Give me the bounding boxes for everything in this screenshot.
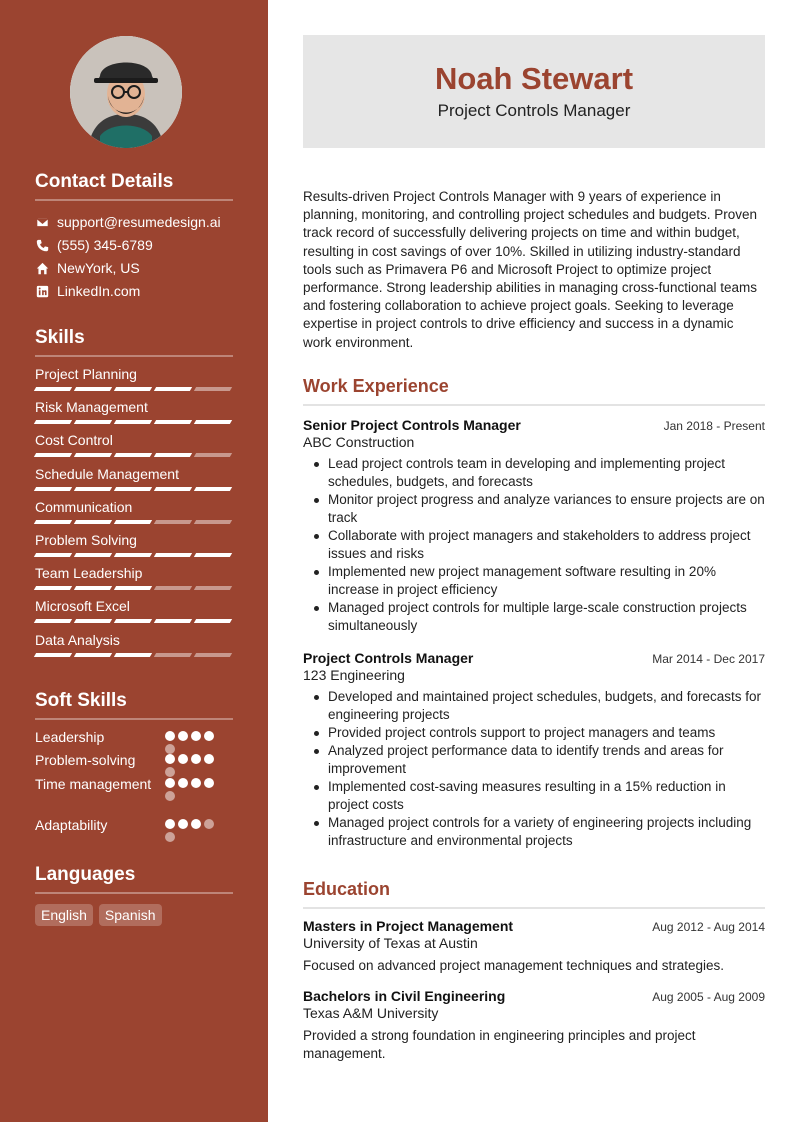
contact-location (35, 259, 140, 277)
skill-item (35, 499, 233, 524)
job-company: ABC Construction (303, 434, 415, 450)
contact-email-text: support@resumedesign.ai (57, 214, 221, 230)
skill-item (35, 532, 233, 557)
education-entry (303, 988, 765, 1063)
job-bullet: Implemented new project management software resulting in 20% increase in project efficiency (303, 563, 765, 599)
school: Texas A&M University (303, 1005, 439, 1021)
skill-level-segment (34, 553, 72, 557)
skill-name: Risk Management (35, 399, 148, 415)
skill-level-bar (35, 453, 233, 457)
skill-level-segment (34, 653, 72, 657)
skill-level-segment (114, 553, 152, 557)
skill-level-bar (35, 653, 233, 657)
skill-item (35, 466, 233, 491)
soft-skill-item (35, 816, 233, 834)
skill-item (35, 366, 233, 391)
skill-name: Problem Solving (35, 532, 137, 548)
education-date: Aug 2005 - Aug 2009 (652, 990, 765, 1004)
skill-level-bar (35, 520, 233, 524)
work-heading: Work Experience (303, 376, 765, 406)
soft-skill-name: Time management (35, 776, 152, 792)
skill-level-segment (74, 387, 112, 391)
skill-level-segment (114, 453, 152, 457)
skill-level-segment (114, 653, 152, 657)
skill-level-segment (154, 619, 192, 623)
language-chip: Spanish (99, 904, 162, 926)
contact-email[interactable] (35, 213, 221, 231)
skill-name: Data Analysis (35, 632, 120, 648)
soft-skill-name: Problem-solving (35, 752, 136, 768)
skill-item (35, 565, 233, 590)
sidebar (0, 0, 268, 1122)
skill-level-segment (194, 487, 232, 491)
skill-level-bar (35, 586, 233, 590)
job-bullet: Implemented cost-saving measures resulting in a 15% reduction in project costs (303, 778, 765, 814)
rating-dot (191, 778, 201, 788)
skill-level-segment (34, 586, 72, 590)
skill-level-segment (74, 619, 112, 623)
skill-level-segment (194, 520, 232, 524)
job-bullet: Collaborate with project managers and stakeholders to address project issues and risks (303, 527, 765, 563)
skill-item (35, 399, 233, 424)
skill-name: Schedule Management (35, 466, 179, 482)
skill-level-segment (194, 619, 232, 623)
skill-level-segment (114, 387, 152, 391)
skill-level-segment (114, 586, 152, 590)
skill-level-segment (154, 553, 192, 557)
skill-name: Microsoft Excel (35, 598, 130, 614)
skill-level-segment (34, 453, 72, 457)
skill-name: Team Leadership (35, 565, 143, 581)
rating-dot (165, 754, 175, 764)
skill-level-segment (34, 520, 72, 524)
rating-dot (165, 832, 175, 842)
contact-phone-text: (555) 345-6789 (57, 237, 153, 253)
soft-skills-heading: Soft Skills (35, 690, 233, 720)
contact-linkedin-text: LinkedIn.com (57, 283, 141, 299)
skill-level-segment (74, 586, 112, 590)
skill-level-segment (194, 387, 232, 391)
skill-level-segment (34, 420, 72, 424)
soft-skill-name: Leadership (35, 729, 105, 745)
soft-skill-rating (165, 819, 225, 842)
rating-dot (204, 778, 214, 788)
phone-icon (35, 238, 49, 252)
skill-level-segment (154, 487, 192, 491)
contact-location-text: NewYork, US (57, 260, 140, 276)
skill-level-bar (35, 619, 233, 623)
name-header (303, 35, 765, 148)
job-entry (303, 650, 765, 850)
soft-skill-item (35, 775, 233, 793)
rating-dot (165, 778, 175, 788)
skill-level-segment (74, 453, 112, 457)
skill-level-segment (114, 420, 152, 424)
skill-level-bar (35, 553, 233, 557)
contact-linkedin[interactable] (35, 282, 140, 300)
education-date: Aug 2012 - Aug 2014 (652, 920, 765, 934)
job-role: Project Controls Manager (303, 650, 474, 666)
contact-phone[interactable] (35, 236, 153, 254)
job-bullet: Provided project controls support to project managers and teams (303, 724, 765, 742)
skill-level-bar (35, 420, 233, 424)
skill-name: Communication (35, 499, 133, 515)
job-date: Mar 2014 - Dec 2017 (652, 652, 765, 666)
skill-level-bar (35, 487, 233, 491)
skill-level-segment (154, 387, 192, 391)
candidate-name: Noah Stewart (434, 61, 634, 96)
skill-name: Cost Control (35, 432, 113, 448)
skill-level-segment (154, 520, 192, 524)
education-description: Provided a strong foundation in engineering principles and project management. (303, 1028, 696, 1061)
job-bullet: Managed project controls for a variety of engineering projects including infrastructure and environmental projects (303, 814, 765, 850)
job-company: 123 Engineering (303, 667, 405, 683)
job-entry (303, 417, 765, 635)
soft-skill-rating (165, 778, 225, 801)
soft-skill-item (35, 751, 233, 769)
job-date: Jan 2018 - Present (663, 419, 765, 433)
skill-level-segment (194, 653, 232, 657)
skill-level-segment (154, 653, 192, 657)
skill-level-segment (194, 420, 232, 424)
envelope-icon (35, 215, 49, 229)
skill-level-segment (74, 553, 112, 557)
education-description: Focused on advanced project management techniques and strategies. (303, 958, 725, 973)
job-bullet: Developed and maintained project schedules, budgets, and forecasts for engineering projects (303, 688, 765, 724)
skill-item (35, 432, 233, 457)
skill-level-segment (34, 619, 72, 623)
language-chip: English (35, 904, 93, 926)
rating-dot (178, 819, 188, 829)
rating-dot (165, 819, 175, 829)
avatar (70, 36, 182, 148)
rating-dot (191, 819, 201, 829)
rating-dot (191, 731, 201, 741)
rating-dot (165, 731, 175, 741)
rating-dot (178, 754, 188, 764)
rating-dot (165, 791, 175, 801)
home-icon (35, 261, 49, 275)
languages-list (35, 904, 162, 926)
skill-level-segment (114, 619, 152, 623)
skill-level-segment (154, 420, 192, 424)
skill-level-segment (34, 487, 72, 491)
skill-item (35, 598, 233, 623)
job-bullet: Lead project controls team in developing and implementing project schedules, budgets, and forecasts (303, 455, 765, 491)
rating-dot (191, 754, 201, 764)
skill-level-bar (35, 387, 233, 391)
school: University of Texas at Austin (303, 935, 478, 951)
rating-dot (204, 731, 214, 741)
skill-item (35, 632, 233, 657)
rating-dot (204, 819, 214, 829)
job-bullets (303, 688, 765, 850)
education-heading: Education (303, 879, 765, 909)
rating-dot (178, 731, 188, 741)
skill-level-segment (154, 453, 192, 457)
job-bullets (303, 455, 765, 635)
job-bullet: Monitor project progress and analyze variances to ensure projects are on track (303, 491, 765, 527)
degree: Masters in Project Management (303, 918, 514, 934)
candidate-title: Project Controls Manager (437, 101, 631, 120)
skill-level-segment (74, 520, 112, 524)
job-bullet: Analyzed project performance data to identify trends and areas for improvement (303, 742, 765, 778)
soft-skill-item (35, 728, 233, 746)
contact-heading: Contact Details (35, 171, 233, 201)
job-role: Senior Project Controls Manager (303, 417, 521, 433)
skill-level-segment (194, 553, 232, 557)
skill-level-segment (114, 487, 152, 491)
skill-level-segment (74, 420, 112, 424)
job-bullet: Managed project controls for multiple large-scale construction projects simultaneously (303, 599, 765, 635)
skill-level-segment (74, 487, 112, 491)
education-entry (303, 918, 765, 975)
rating-dot (204, 754, 214, 764)
skill-level-segment (34, 387, 72, 391)
degree: Bachelors in Civil Engineering (303, 988, 506, 1004)
soft-skill-rating (165, 754, 225, 777)
skills-heading: Skills (35, 327, 233, 357)
skill-level-segment (194, 586, 232, 590)
soft-skill-name: Adaptability (35, 817, 108, 833)
linkedin-icon (35, 284, 49, 298)
avatar-photo (70, 36, 182, 148)
rating-dot (178, 778, 188, 788)
skill-level-segment (154, 586, 192, 590)
skill-level-segment (74, 653, 112, 657)
skill-level-segment (194, 453, 232, 457)
languages-heading: Languages (35, 864, 233, 894)
summary: Results-driven Project Controls Manager with 9 years of experience in planning, monitoring, and controlling project schedules and budgets. Proven track record of successfully delivering projects on time and within budget, resulting in cost savings of over 10%. Skilled in utilizing industry-standard tools such as Primavera P6 and Microsoft Project to optimize project performance. Strong leadership abilities in managing cross-functional teams and fostering collaboration to achieve project goals. Seeking to leverage expertise in project controls to drive efficiency and success in a dynamic work environment. (303, 189, 758, 350)
skill-name: Project Planning (35, 366, 137, 382)
skill-level-segment (114, 520, 152, 524)
